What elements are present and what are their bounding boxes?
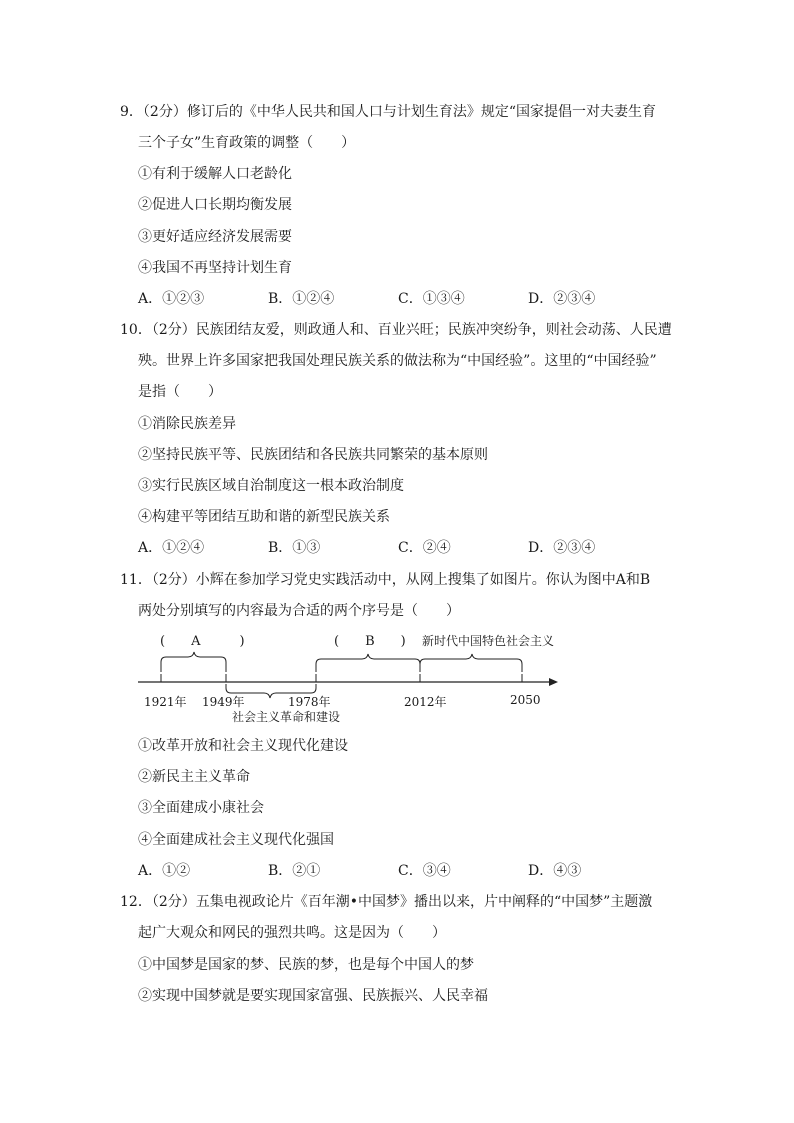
- q10-stem-line-1: 10．（2分）民族团结友爱，则政通人和、百业兴旺；民族冲突纷争，则社会动荡、人民遭: [120, 322, 672, 338]
- q11-option-4: ④全面建成社会主义现代化强国: [138, 832, 334, 848]
- q9-choice-a[interactable]: A．①②③: [138, 291, 205, 307]
- brace-new-era: [420, 654, 522, 672]
- q12-stem-line-2: 起广大观众和网民的强烈共鸣。这是因为（ ）: [138, 925, 446, 941]
- q9-option-4: ④我国不再坚持计划生育: [138, 260, 292, 276]
- timeline-year-2050: 2050: [510, 693, 541, 707]
- q11-stem-line-2: 两处分别填写的内容最为合适的两个序号是（ ）: [138, 603, 460, 619]
- q10-option-3: ③实行民族区域自治制度这一根本政治制度: [138, 478, 404, 494]
- timeline-arrow-head: [549, 678, 558, 686]
- q9-option-1: ①有利于缓解人口老龄化: [138, 166, 292, 182]
- q10-option-1: ①消除民族差异: [138, 416, 236, 432]
- q9-choice-c[interactable]: C．①③④: [398, 291, 465, 307]
- timeline-label-b: ( B ): [334, 634, 406, 649]
- timeline-year-1949: 1949年: [202, 695, 245, 709]
- q10-choices: [138, 538, 658, 558]
- q10-option-2: ②坚持民族平等、民族团结和各民族共同繁荣的基本原则: [138, 447, 488, 463]
- timeline-label-socialist-construction: 社会主义革命和建设: [232, 710, 341, 724]
- q10-stem-line-2: 殃。世界上许多国家把我国处理民族关系的做法称为“中国经验”。这里的“中国经验”: [138, 353, 657, 369]
- q9-option-2: ②促进人口长期均衡发展: [138, 197, 292, 213]
- q9-stem-line-2: 三个子女”生育政策的调整（ ）: [138, 135, 356, 151]
- q11-choice-b[interactable]: B．②①: [268, 863, 321, 879]
- q11-stem-line-1: 11．（2分）小辉在参加学习党史实践活动中，从网上搜集了如图片。你认为图中A和B: [120, 572, 651, 588]
- timeline-label-a: ( A ): [160, 634, 245, 649]
- q12-stem-line-1: 12．（2分）五集电视政论片《百年潮•中国梦》播出以来，片中阐释的“中国梦”主题激: [120, 894, 653, 910]
- history-timeline-figure: [130, 622, 580, 732]
- brace-b: [316, 654, 420, 672]
- timeline-year-1978: 1978年: [288, 695, 331, 709]
- brace-a: [161, 652, 226, 672]
- q10-choice-a[interactable]: A．①②④: [138, 540, 205, 556]
- q11-choices: [138, 861, 658, 881]
- timeline-label-new-era: 新时代中国特色社会主义: [422, 634, 555, 648]
- q10-stem-line-3: 是指（ ）: [138, 384, 222, 400]
- q12-option-1: ①中国梦是国家的梦、民族的梦，也是每个中国人的梦: [138, 957, 474, 973]
- q9-choices: [138, 289, 658, 309]
- q10-choice-c[interactable]: C．②④: [398, 540, 451, 556]
- q11-choice-a[interactable]: A．①②: [138, 863, 191, 879]
- q9-choice-d[interactable]: D．②③④: [528, 291, 596, 307]
- q11-option-3: ③全面建成小康社会: [138, 800, 264, 816]
- q10-choice-d[interactable]: D．②③④: [528, 540, 596, 556]
- q10-choice-b[interactable]: B．①③: [268, 540, 321, 556]
- timeline-year-2012: 2012年: [404, 695, 447, 709]
- q9-option-3: ③更好适应经济发展需要: [138, 229, 292, 245]
- q11-choice-d[interactable]: D．④③: [528, 863, 582, 879]
- q10-option-4: ④构建平等团结互助和谐的新型民族关系: [138, 509, 390, 525]
- q9-stem-line-1: 9．（2分）修订后的《中华人民共和国人口与计划生育法》规定“国家提倡一对夫妻生育: [120, 104, 656, 120]
- q9-choice-b[interactable]: B．①②④: [268, 291, 335, 307]
- q11-option-2: ②新民主主义革命: [138, 769, 250, 785]
- q11-choice-c[interactable]: C．③④: [398, 863, 451, 879]
- q11-option-1: ①改革开放和社会主义现代化建设: [138, 738, 348, 754]
- timeline-year-1921: 1921年: [144, 695, 187, 709]
- q12-option-2: ②实现中国梦就是要实现国家富强、民族振兴、人民幸福: [138, 988, 488, 1004]
